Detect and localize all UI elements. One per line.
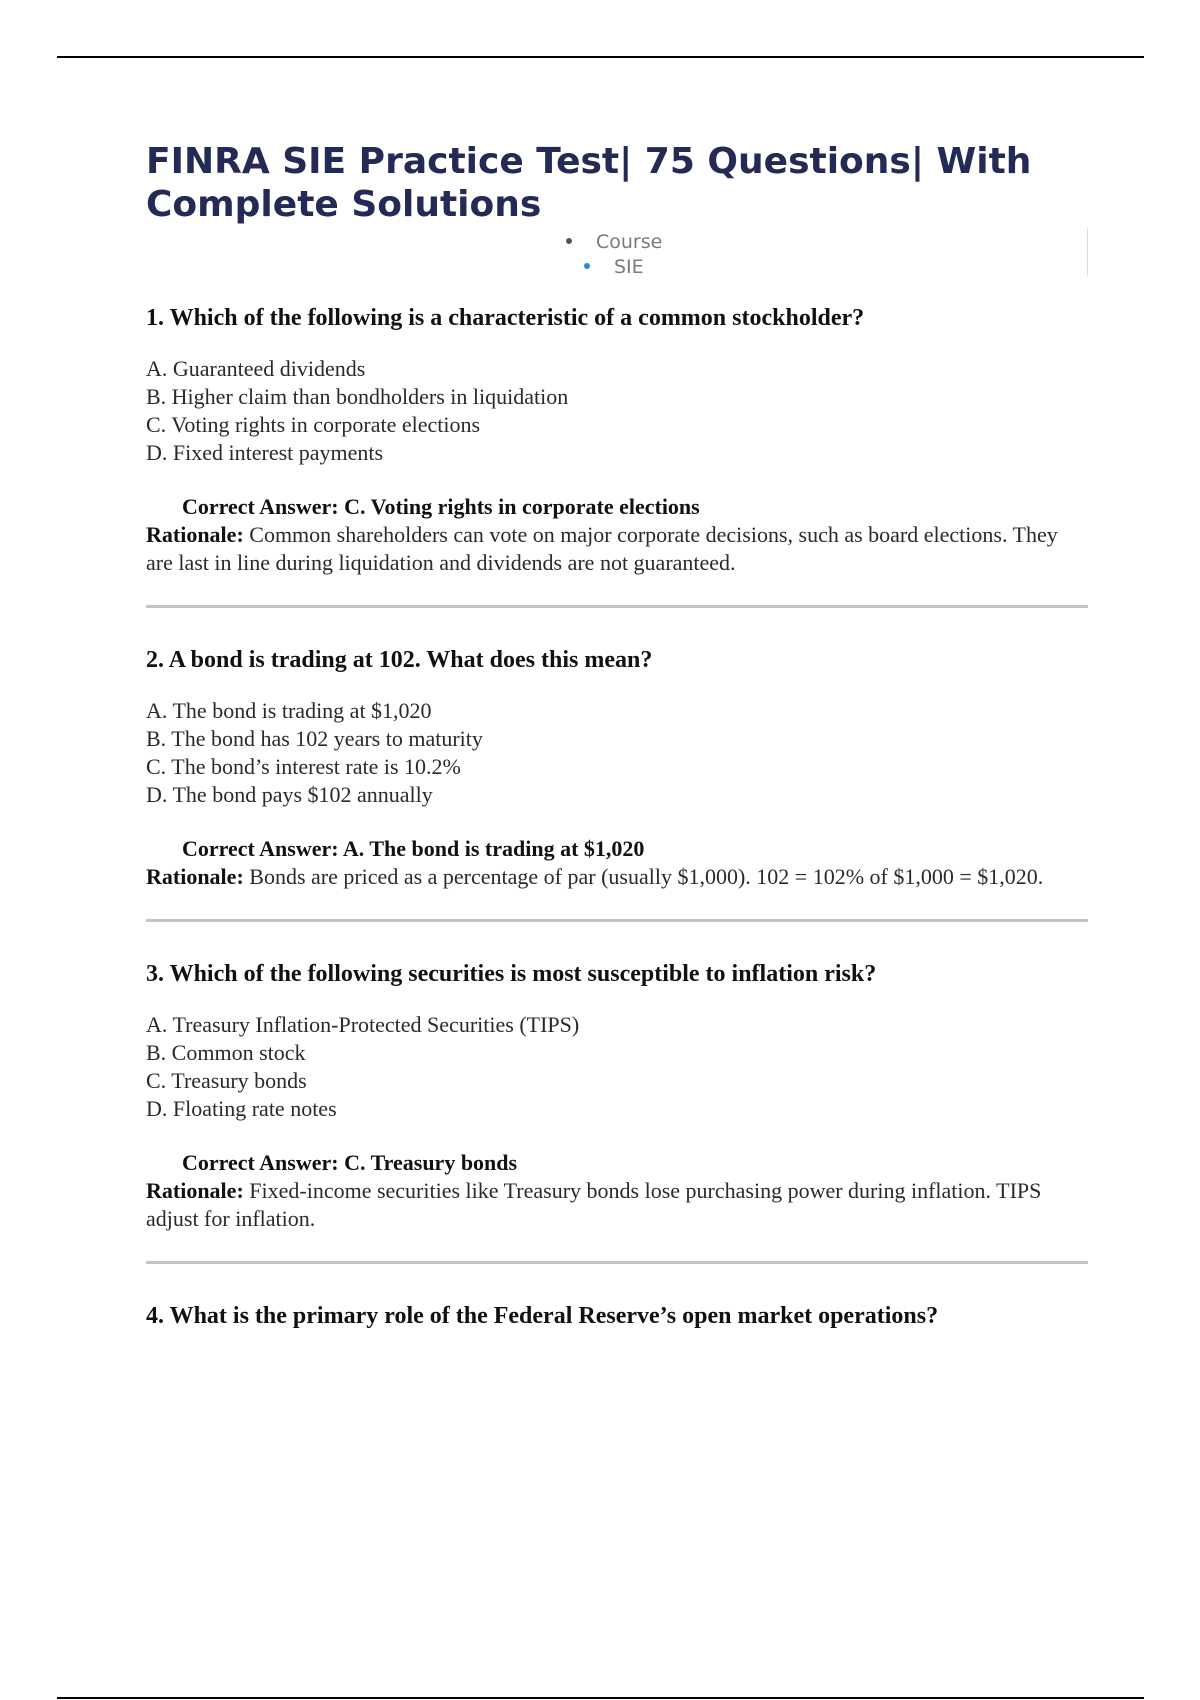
rationale-label: Rationale: [146, 522, 244, 547]
rationale-label: Rationale: [146, 1178, 244, 1203]
answer-options [146, 1011, 1088, 1123]
answer-option: D. The bond pays $102 annually [146, 782, 433, 807]
answer-option: D. Floating rate notes [146, 1096, 337, 1121]
question-text: 1. Which of the following is a characteristic of a common stockholder? [146, 305, 865, 331]
question-block [146, 608, 1088, 922]
rationale-label: Rationale: [146, 864, 244, 889]
meta-course[interactable] [566, 230, 662, 255]
question-text: 2. A bond is trading at 102. What does this mean? [146, 647, 653, 673]
document-title: FINRA SIE Practice Test| 75 Questions| With Complete Solutions [146, 141, 1032, 225]
rationale [146, 863, 1088, 891]
bullet-icon [566, 238, 572, 244]
answer-option: A. Treasury Inflation-Protected Securities (TIPS) [146, 1012, 580, 1037]
answer-option: C. The bond’s interest rate is 10.2% [146, 754, 461, 779]
meta-course-label: Course [596, 231, 663, 253]
answer-option: A. The bond is trading at $1,020 [146, 698, 432, 723]
answer-options [146, 697, 1088, 809]
question-block [146, 280, 1088, 608]
answer-option: B. Higher claim than bondholders in liquidation [146, 384, 569, 409]
page-bottom-rule [57, 1697, 1144, 1699]
correct-answer: Correct Answer: C. Voting rights in corporate elections [182, 494, 700, 519]
meta-subject[interactable] [584, 255, 644, 280]
document-body [146, 140, 1088, 1353]
correct-answer: Correct Answer: C. Treasury bonds [182, 1150, 518, 1175]
question-block [146, 922, 1088, 1264]
rationale-text: Bonds are priced as a percentage of par (usually $1,000). 102 = 102% of $1,000 = $1,020. [249, 864, 1044, 889]
rationale [146, 1177, 1088, 1233]
rationale [146, 521, 1088, 577]
document-meta [146, 228, 1088, 280]
bullet-icon [584, 263, 590, 269]
page-top-rule [57, 56, 1144, 58]
answer-option: B. Common stock [146, 1040, 306, 1065]
rationale-text: Common shareholders can vote on major corporate decisions, such as board elections. They are last in line during liquidation and dividends are not guaranteed. [146, 522, 1058, 575]
question-block [146, 1264, 1088, 1332]
meta-divider [1087, 228, 1088, 276]
answer-options [146, 355, 1088, 467]
question-text: 3. Which of the following securities is most susceptible to inflation risk? [146, 961, 877, 987]
answer-option: B. The bond has 102 years to maturity [146, 726, 483, 751]
correct-answer: Correct Answer: A. The bond is trading at $1,020 [182, 836, 645, 861]
question-text: 4. What is the primary role of the Federal Reserve’s open market operations? [146, 1303, 939, 1329]
rationale-text: Fixed-income securities like Treasury bonds lose purchasing power during inflation. TIPS adjust for inflation. [146, 1178, 1042, 1231]
answer-option: A. Guaranteed dividends [146, 356, 366, 381]
answer-option: C. Voting rights in corporate elections [146, 412, 481, 437]
answer-option: D. Fixed interest payments [146, 440, 384, 465]
meta-subject-label: SIE [614, 256, 644, 278]
answer-option: C. Treasury bonds [146, 1068, 307, 1093]
